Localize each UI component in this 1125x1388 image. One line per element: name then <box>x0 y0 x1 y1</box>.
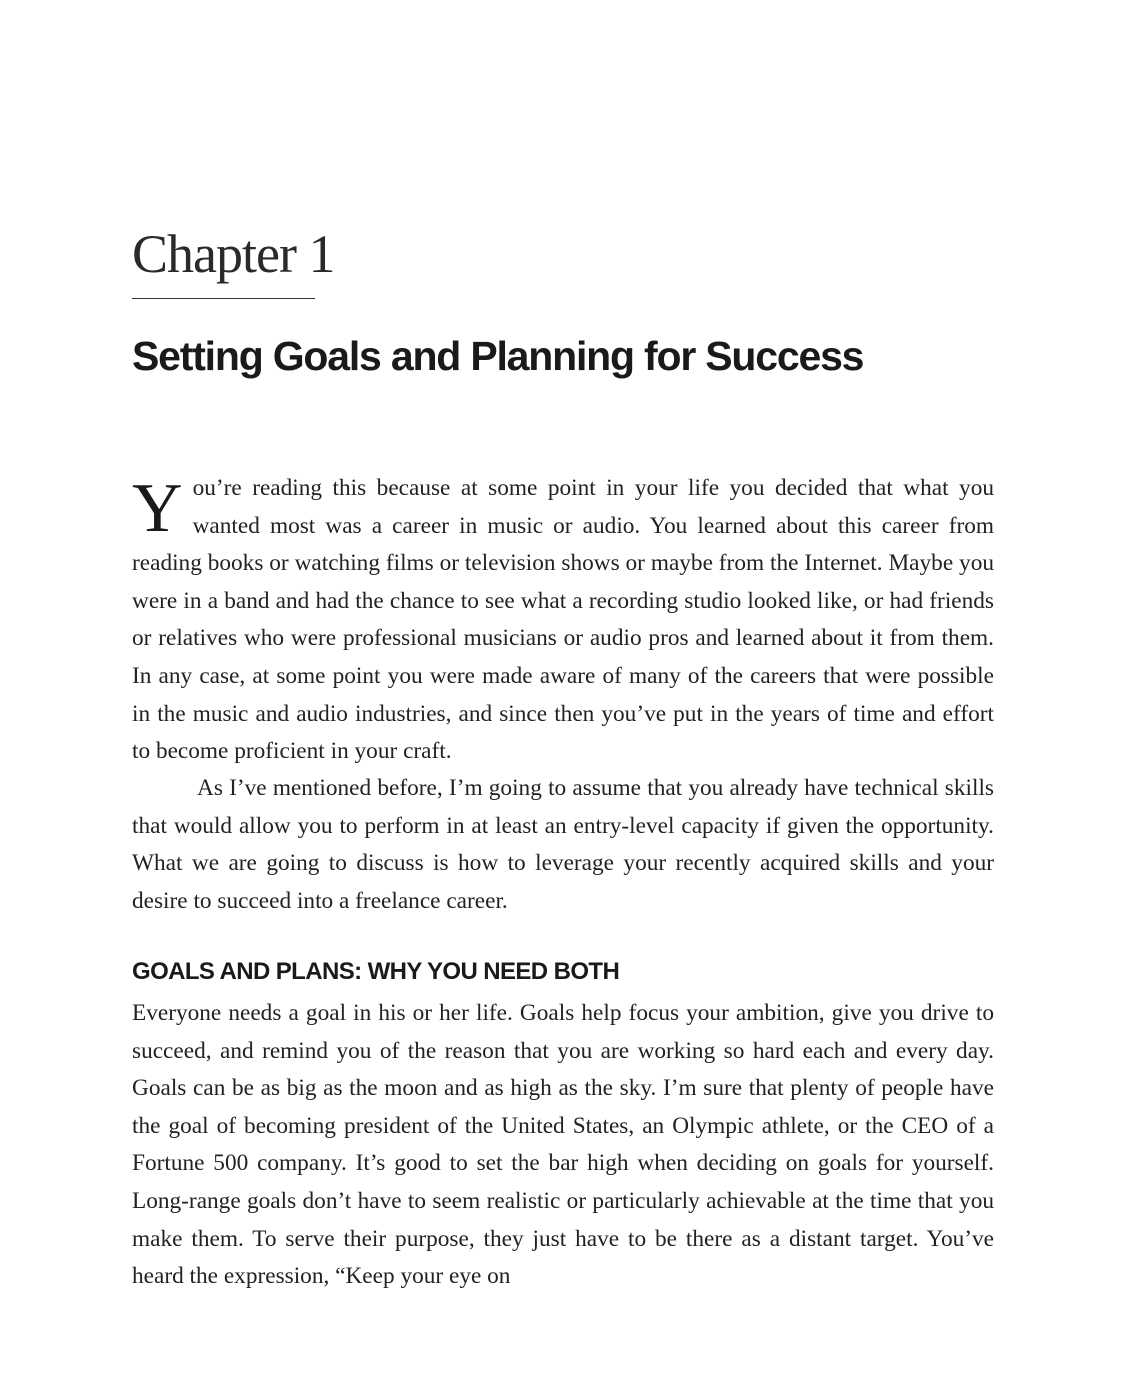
intro-paragraph <box>132 470 994 771</box>
section-heading: GOALS AND PLANS: WHY YOU NEED BOTH <box>132 958 620 985</box>
intro-paragraph-text: ou’re reading this because at some point in your life you decided that what you wanted most was a career in music or audio. You learned about this career from reading books or watching films or television shows or maybe from the Internet. Maybe you were in a band and had the chance to see what a recording studio looked like, or had friends or relatives who were professional musicians or audio pros and learned about it from them. In any case, at some point you were made aware of many of the careers that were possible in the music and audio industries, and since then you’ve put in the years of time and effort to become proficient in your craft. <box>132 475 994 765</box>
section-paragraph: Everyone needs a goal in his or her life. Goals help focus your ambition, give you drive to succeed, and remind you of the reason that you are working so hard each and every day. Goals can be as big as the moon and as high as the sky. I’m sure that plenty of people have the goal of becoming president of the United States, an Olympic athlete, or the CEO of a Fortune 500 company. It’s good to set the bar high when deciding on goals for yourself. Long-range goals don’t have to seem realistic or particularly achievable at the time that you make them. To serve their purpose, they just have to be there as a distant target. You’ve heard the expression, “Keep your eye on <box>132 1000 994 1290</box>
chapter-divider <box>132 298 315 299</box>
second-paragraph: As I’ve mentioned before, I’m going to assume that you already have technical skills that would allow you to perform in at least an entry-level capacity if given the opportunity. What we are going to discuss is how to leverage your recently acquired skills and your desire to succeed into a freelance career. <box>132 775 994 914</box>
chapter-title: Setting Goals and Planning for Success <box>132 333 864 379</box>
book-page <box>132 0 994 1388</box>
drop-cap: Y <box>132 470 183 547</box>
chapter-number: Chapter 1 <box>132 224 335 284</box>
